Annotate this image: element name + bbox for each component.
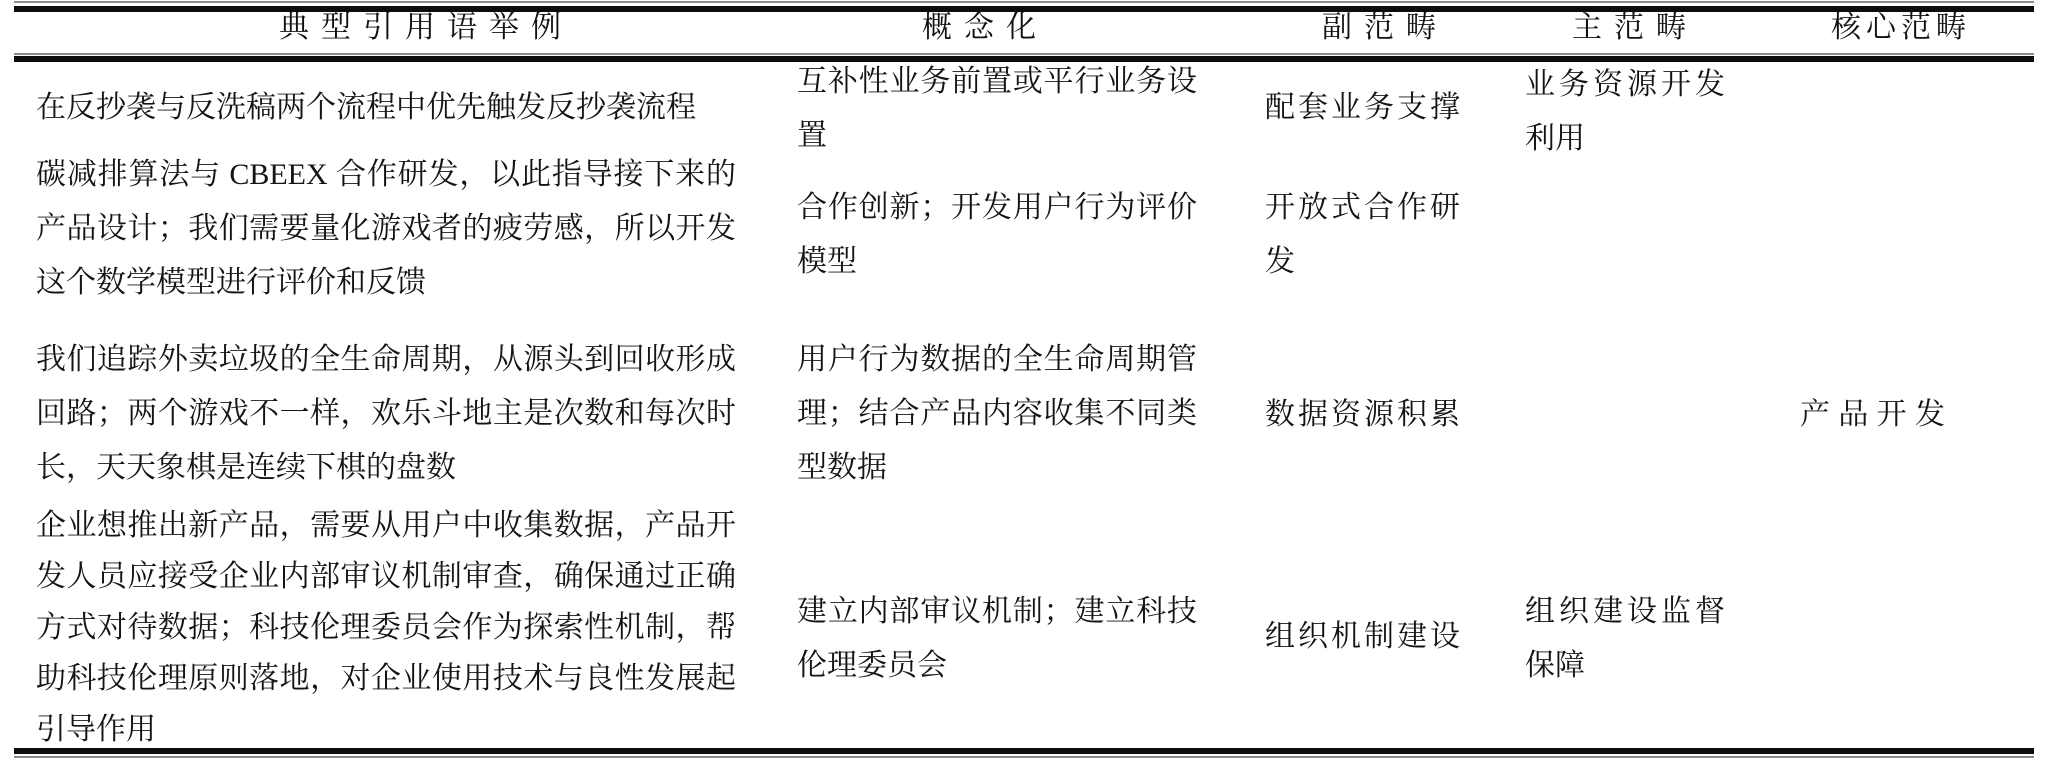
- column-header-concept: 概念化: [922, 11, 1048, 44]
- cell-concept-row2: 合作创新；开发用户行为评价模型: [797, 191, 1197, 278]
- cell-concept-row3: 用户行为数据的全生命周期管理；结合产品内容收集不同类型数据: [797, 343, 1197, 484]
- cell-subcategory-row3: 数据资源积累: [1265, 398, 1460, 431]
- cell-main-category-row4: 组织建设监督保障: [1525, 595, 1725, 682]
- cell-subcategory-row1: 配套业务支撑: [1265, 91, 1460, 124]
- column-header-core-category: 核心范畴: [1831, 11, 1971, 44]
- table-top-rule-thin: [14, 1, 2034, 3]
- cell-quote-row3: 我们追踪外卖垃圾的全生命周期，从源头到回收形成回路；两个游戏不一样，欢乐斗地主是次数和每次时长，天天象棋是连续下棋的盘数: [36, 343, 736, 484]
- cell-concept-row4: 建立内部审议机制；建立科技伦理委员会: [797, 595, 1197, 682]
- cell-subcategory-row2: 开放式合作研发: [1265, 191, 1460, 278]
- column-header-subcategory: 副范畴: [1322, 11, 1448, 44]
- cell-quote-row1: 在反抄袭与反洗稿两个流程中优先触发反抄袭流程: [36, 91, 696, 124]
- cell-main-category-row1: 业务资源开发利用: [1525, 68, 1725, 155]
- table-bottom-rule-thin: [14, 756, 2034, 758]
- cell-concept-row1: 互补性业务前置或平行业务设置: [797, 65, 1197, 152]
- cell-quote-row2: 碳减排算法与 CBEEX 合作研发，以此指导接下来的产品设计；我们需要量化游戏者的疲劳感，所以开发这个数学模型进行评价和反馈: [36, 158, 736, 299]
- table-bottom-rule-thick: [14, 748, 2034, 754]
- cell-subcategory-row4: 组织机制建设: [1265, 620, 1460, 653]
- column-header-main-category: 主范畴: [1572, 11, 1698, 44]
- cell-quote-row4: 企业想推出新产品，需要从用户中收集数据，产品开发人员应接受企业内部审议机制审查，确保通过正确方式对待数据；科技伦理委员会作为探索性机制，帮助科技伦理原则落地，对企业使用技术与良性发展起引导作用: [36, 509, 736, 746]
- cell-core-category-row3: 产品开发: [1800, 398, 1945, 431]
- column-header-quote: 典型引用语举例: [279, 11, 573, 44]
